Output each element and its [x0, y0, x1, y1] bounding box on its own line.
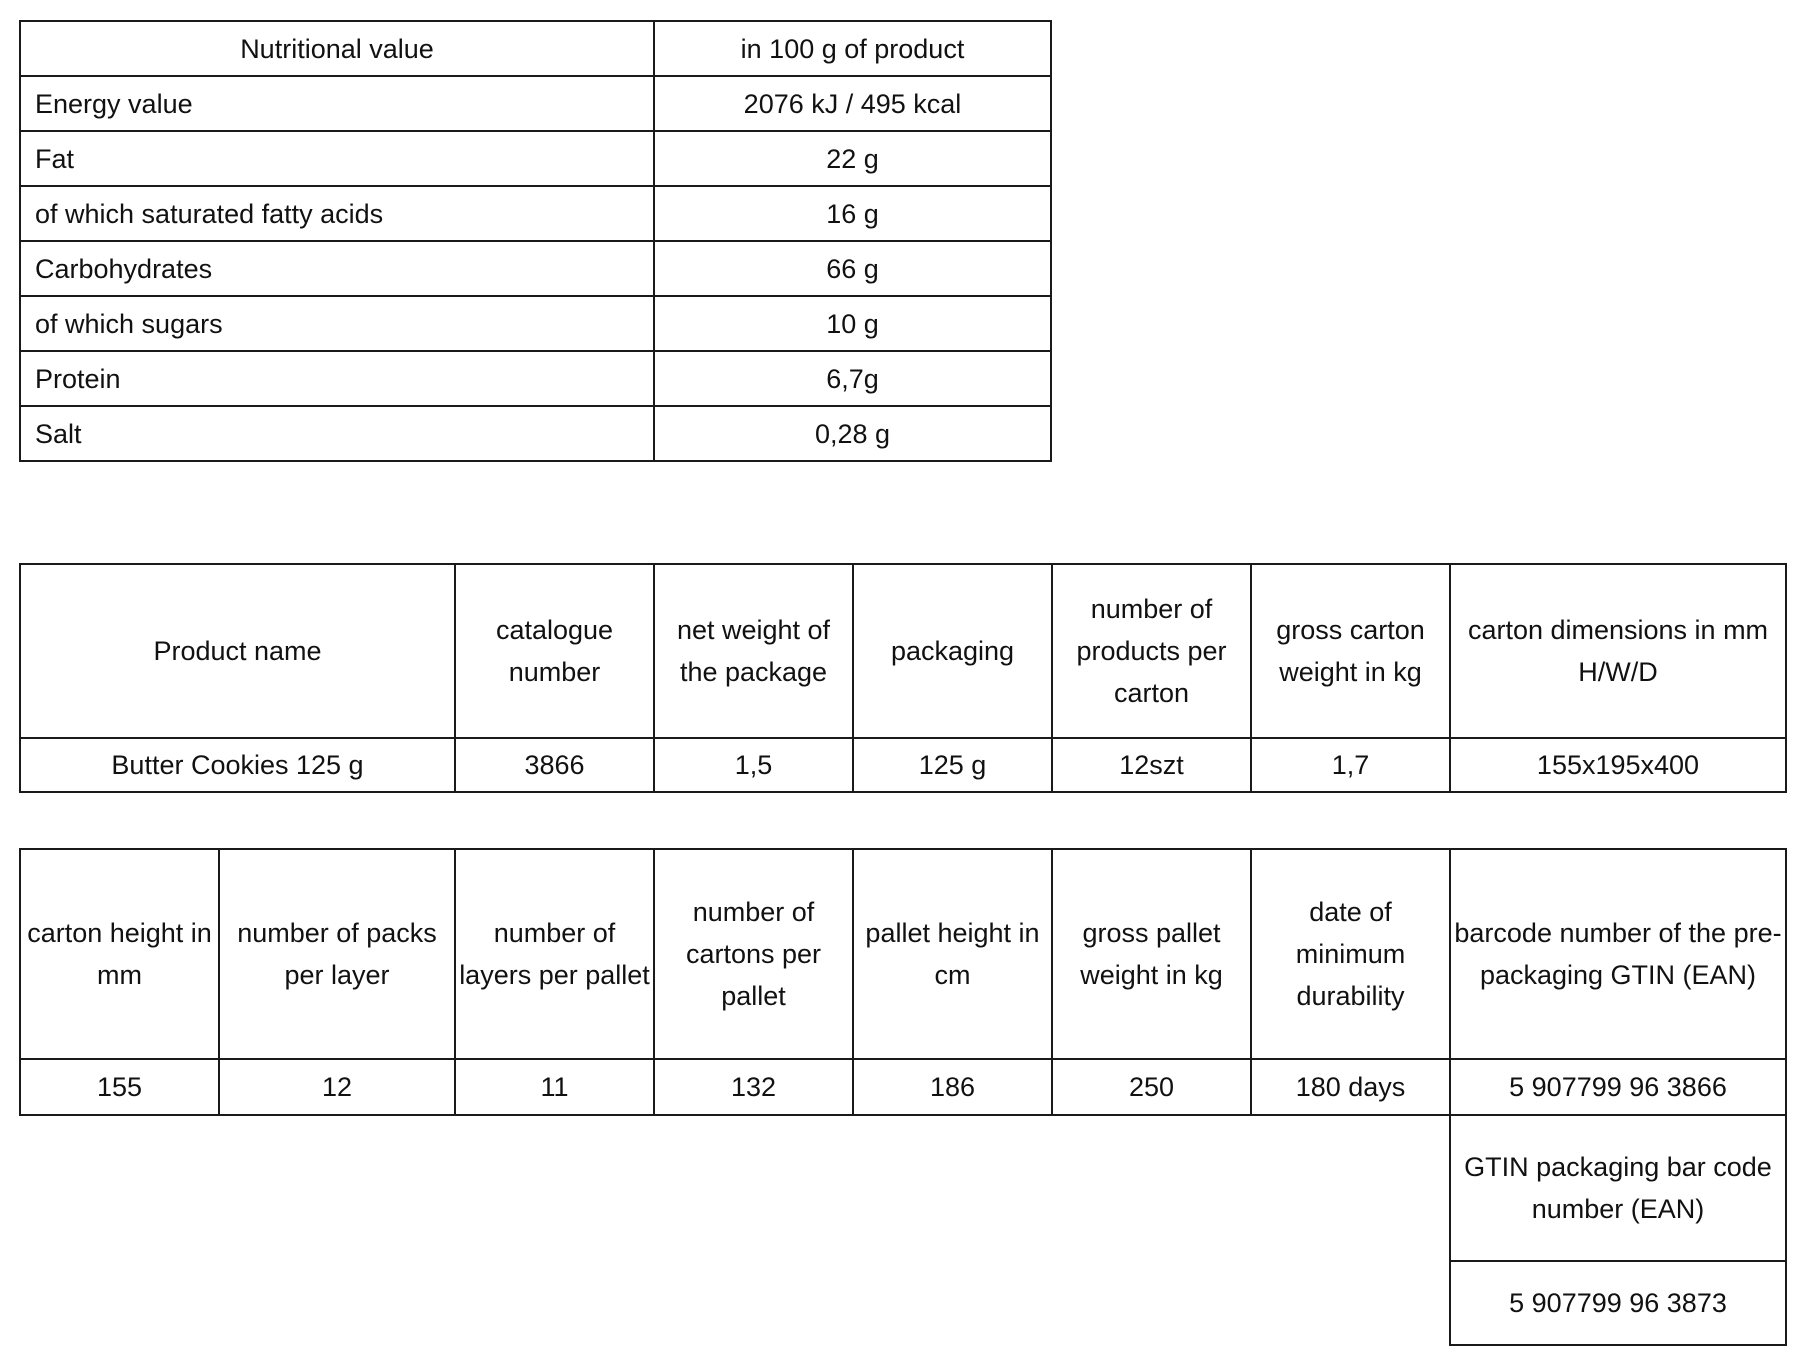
carton-height: 155 [20, 1059, 219, 1115]
product-table [19, 563, 1787, 793]
header-prepackaging-gtin: barcode number of the pre-packaging GTIN (EAN) [1450, 849, 1786, 1059]
nutrient-value: 10 g [654, 296, 1051, 351]
header-pallet-height: pallet height in cm [853, 849, 1052, 1059]
nutrient-label: Fat [20, 131, 654, 186]
catalogue-number: 3866 [455, 738, 654, 792]
logistics-table [19, 848, 1787, 1346]
nutrient-value: 2076 kJ / 495 kcal [654, 76, 1051, 131]
header-products-per-carton: number of products per carton [1052, 564, 1251, 738]
nutrition-table [19, 20, 1052, 462]
table-row [20, 241, 1051, 296]
nutrition-header-label: Nutritional value [20, 21, 654, 76]
gtin-packaging-header-row [20, 1115, 1786, 1261]
gross-pallet-weight: 250 [1052, 1059, 1251, 1115]
blank-cell [20, 1115, 1450, 1261]
header-minimum-durability: date of minimum durability [1251, 849, 1450, 1059]
prepackaging-gtin: 5 907799 96 3866 [1450, 1059, 1786, 1115]
nutrition-header-amount: in 100 g of product [654, 21, 1051, 76]
header-packs-per-layer: number of packs per layer [219, 849, 455, 1059]
blank-cell [20, 1261, 1450, 1345]
header-gross-carton-weight: gross carton weight in kg [1251, 564, 1450, 738]
nutrient-label: of which saturated fatty acids [20, 186, 654, 241]
table-row [20, 351, 1051, 406]
logistics-header-row [20, 849, 1786, 1059]
nutrient-value: 0,28 g [654, 406, 1051, 461]
header-product-name: Product name [20, 564, 455, 738]
header-cartons-per-pallet: number of cartons per pallet [654, 849, 853, 1059]
nutrient-label: Protein [20, 351, 654, 406]
carton-dimensions: 155x195x400 [1450, 738, 1786, 792]
packaging: 125 g [853, 738, 1052, 792]
table-row [20, 406, 1051, 461]
product-header-row [20, 564, 1786, 738]
header-packaging-gtin: GTIN packaging bar code number (EAN) [1450, 1115, 1786, 1261]
nutrient-label: of which sugars [20, 296, 654, 351]
nutrient-label: Energy value [20, 76, 654, 131]
nutrient-label: Carbohydrates [20, 241, 654, 296]
table-row [20, 296, 1051, 351]
table-row [20, 1059, 1786, 1115]
minimum-durability: 180 days [1251, 1059, 1450, 1115]
product-name: Butter Cookies 125 g [20, 738, 455, 792]
header-layers-per-pallet: number of layers per pallet [455, 849, 654, 1059]
table-row [20, 131, 1051, 186]
packaging-gtin: 5 907799 96 3873 [1450, 1261, 1786, 1345]
nutrient-value: 16 g [654, 186, 1051, 241]
products-per-carton: 12szt [1052, 738, 1251, 792]
nutrient-value: 66 g [654, 241, 1051, 296]
header-packaging: packaging [853, 564, 1052, 738]
table-row [20, 76, 1051, 131]
header-carton-height: carton height in mm [20, 849, 219, 1059]
nutrient-value: 6,7g [654, 351, 1051, 406]
layers-per-pallet: 11 [455, 1059, 654, 1115]
header-catalogue-number: catalogue number [455, 564, 654, 738]
header-gross-pallet-weight: gross pallet weight in kg [1052, 849, 1251, 1059]
gross-carton-weight: 1,7 [1251, 738, 1450, 792]
cartons-per-pallet: 132 [654, 1059, 853, 1115]
table-row [20, 186, 1051, 241]
pallet-height: 186 [853, 1059, 1052, 1115]
nutrient-label: Salt [20, 406, 654, 461]
packs-per-layer: 12 [219, 1059, 455, 1115]
gtin-packaging-value-row [20, 1261, 1786, 1345]
nutrition-header-row [20, 21, 1051, 76]
header-carton-dimensions: carton dimensions in mm H/W/D [1450, 564, 1786, 738]
header-net-weight: net weight of the package [654, 564, 853, 738]
net-weight: 1,5 [654, 738, 853, 792]
table-row [20, 738, 1786, 792]
nutrient-value: 22 g [654, 131, 1051, 186]
